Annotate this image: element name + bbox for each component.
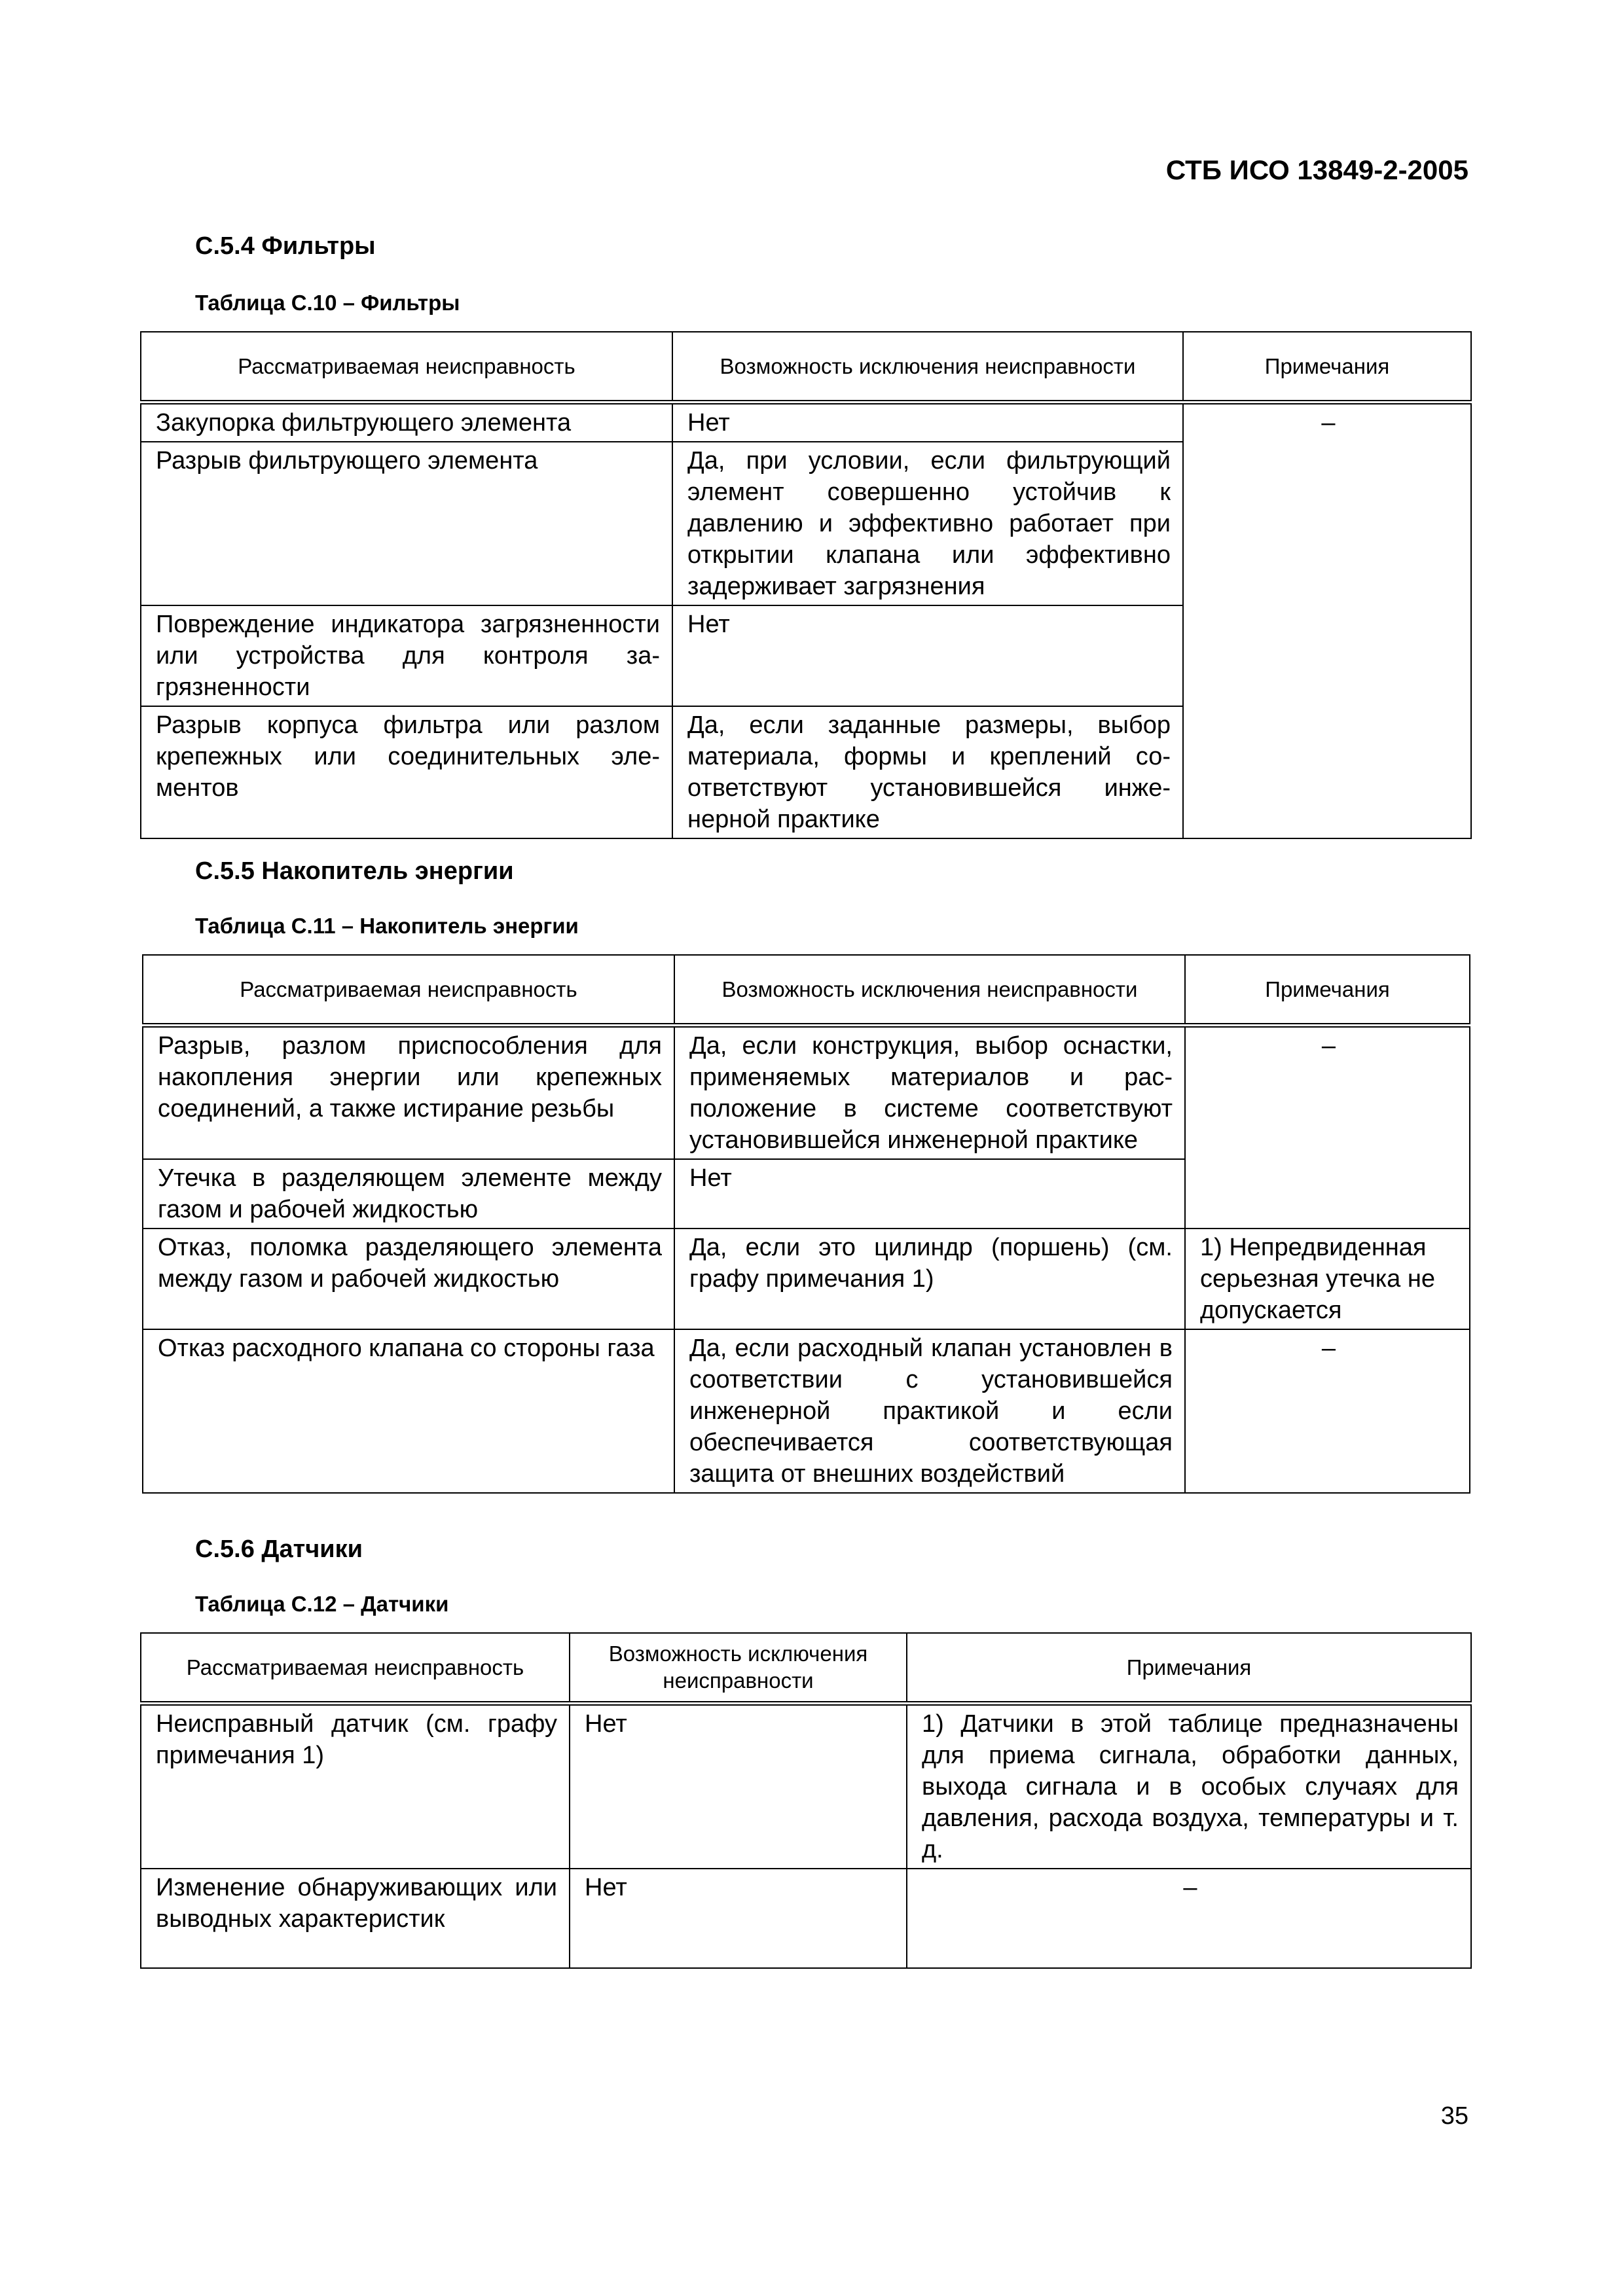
table-header-row (141, 332, 1471, 402)
table-row (143, 1229, 1470, 1329)
document-code: СТБ ИСО 13849-2-2005 (1165, 154, 1468, 185)
table-filters (140, 331, 1472, 839)
table-row (143, 1329, 1470, 1493)
column-header: Возможность исключения неисправности (674, 955, 1185, 1025)
note-cell: – (1183, 402, 1471, 838)
fault-cell: Разрыв фильтрующего элемента (141, 442, 672, 605)
column-header: Примечания (1185, 955, 1470, 1025)
exclusion-cell: Да, если заданные размеры, выбор материала, формы и креплений соответствуют установившейся инженерной практике (672, 706, 1183, 838)
note-cell: 1) Непредвиденная серьезная утечка не допускается (1185, 1229, 1470, 1329)
table-row (143, 1025, 1470, 1159)
note-cell: – (1185, 1025, 1470, 1229)
exclusion-cell: Да, при условии, если фильтрующий элемент совершенно устойчив к давлению и эффективно работает при открытии клапана или эффективно задерживает загрязнения (672, 442, 1183, 605)
fault-cell: Повреждение индикатора загрязненности или устройства для контроля загрязненности (141, 605, 672, 706)
fault-cell: Неисправный датчик (см. графу примечания 1) (141, 1703, 570, 1869)
fault-cell: Закупорка фильтрующего элемента (141, 402, 672, 442)
fault-cell: Утечка в разделяющем элементе между газом и рабочей жидкостью (143, 1159, 674, 1229)
exclusion-cell: Да, если это цилиндр (поршень) (см. графу примечания 1) (674, 1229, 1185, 1329)
column-header: Рассматриваемая неисправность (141, 1633, 570, 1703)
table-header-row (141, 1633, 1471, 1703)
exclusion-cell: Нет (672, 402, 1183, 442)
section-heading-sensors: С.5.6 Датчики (195, 1535, 363, 1563)
table-caption-c11: Таблица С.11 – Накопитель энергии (195, 914, 579, 938)
page-number: 35 (1440, 2102, 1468, 2130)
column-header: Рассматриваемая неисправность (143, 955, 674, 1025)
note-cell: – (907, 1869, 1471, 1968)
table-sensors (140, 1632, 1472, 1969)
table-row (141, 402, 1471, 442)
fault-cell: Отказ расходного клапана со стороны газа (143, 1329, 674, 1493)
section-heading-energy-storage: С.5.5 Накопитель энергии (195, 857, 514, 885)
column-header: Возможность исключения неисправности (570, 1633, 907, 1703)
column-header: Возможность исключения неисправности (672, 332, 1183, 402)
table-energy-storage (142, 954, 1470, 1494)
table-caption-c12: Таблица С.12 – Датчики (195, 1592, 449, 1616)
exclusion-cell: Да, если конструкция, выбор оснастки, применяемых материалов и расположение в системе соответствуют установившейся инженерной практике (674, 1025, 1185, 1159)
exclusion-cell: Нет (672, 605, 1183, 706)
table-row (141, 1703, 1471, 1869)
exclusion-cell: Нет (570, 1869, 907, 1968)
exclusion-cell: Нет (674, 1159, 1185, 1229)
note-cell: – (1185, 1329, 1470, 1493)
fault-cell: Разрыв корпуса фильтра или разлом крепежных или соединительных элементов (141, 706, 672, 838)
table-header-row (143, 955, 1470, 1025)
exclusion-cell: Да, если расходный клапан установлен в соответствии с установившейся инженерной практикой и если обеспечивается соответствующая защита от внешних воздействий (674, 1329, 1185, 1493)
column-header: Рассматриваемая неисправность (141, 332, 672, 402)
table-caption-c10: Таблица С.10 – Фильтры (195, 291, 460, 315)
section-heading-filters: С.5.4 Фильтры (195, 232, 376, 260)
exclusion-cell: Нет (570, 1703, 907, 1869)
fault-cell: Изменение обнаруживающих или выводных характеристик (141, 1869, 570, 1968)
column-header: Примечания (1183, 332, 1471, 402)
fault-cell: Разрыв, разлом приспособления для накопления энергии или крепежных соединений, а также истирание резьбы (143, 1025, 674, 1159)
table-row (141, 1869, 1471, 1968)
fault-cell: Отказ, поломка разделяющего элемента между газом и рабочей жидкостью (143, 1229, 674, 1329)
column-header: Примечания (907, 1633, 1471, 1703)
note-cell: 1) Датчики в этой таблице предназначены для приема сигнала, обработки данных, выхода сигнала и в особых случаях для давления, расхода воздуха, температуры и т. д. (907, 1703, 1471, 1869)
